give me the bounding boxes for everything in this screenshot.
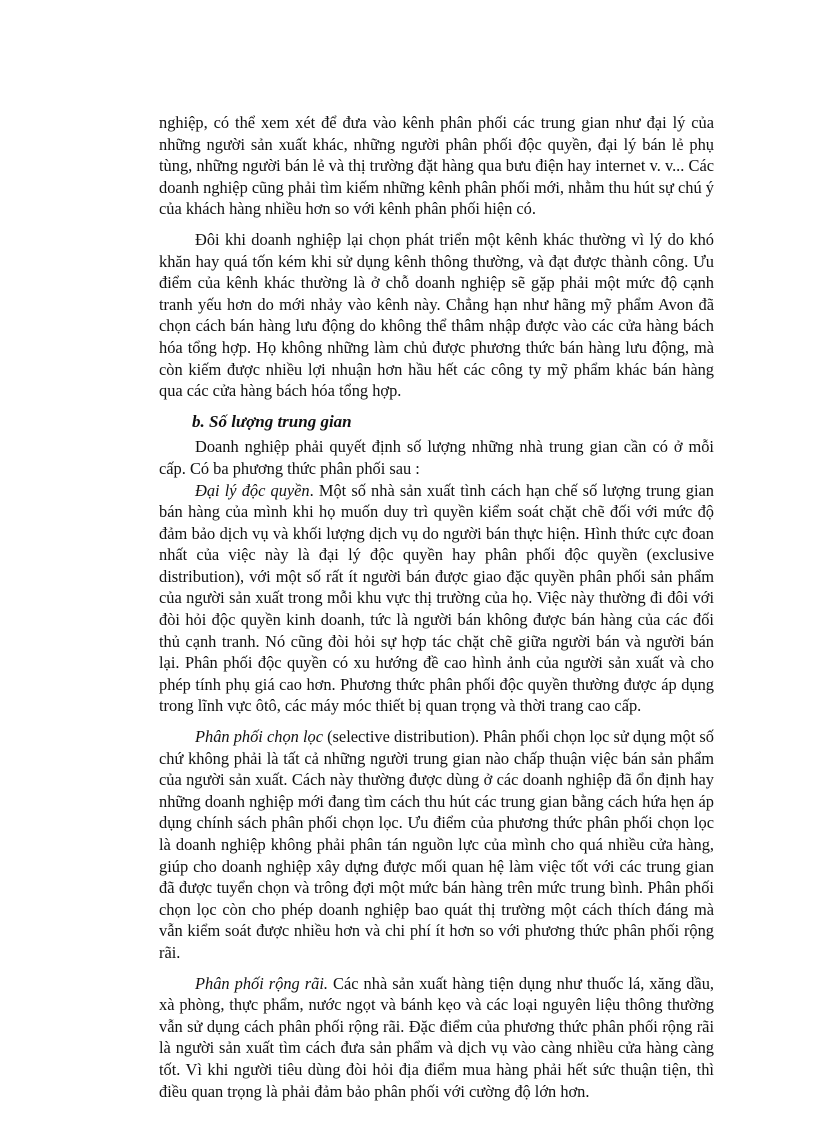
paragraph-2: Đôi khi doanh nghiệp lại chọn phát triển một kênh khác thường vì lý do khó khăn hay quá tốn kém khi sử dụng kênh thông thường, và đạt được thành công. Ưu điểm của kênh khác thường là ở chỗ doanh nghiệp sẽ gặp phải một mức độ cạnh tranh yếu hơn do mới nhảy vào kênh này. Chẳng hạn như hãng mỹ phẩm Avon đã chọn cách bán hàng lưu động do không thể thâm nhập được vào các cửa hàng bách hóa tổng hợp. Họ không những làm chủ được phương thức bán hàng lưu động, mà còn kiếm được nhiều lợi nhuận hơn hầu hết các công ty mỹ phẩm khác bán hàng qua các cửa hàng bách hóa tổng hợp.: [159, 229, 714, 401]
paragraph-5-body: (selective distribution). Phân phối chọn lọc sử dụng một số chứ không phải là tất cả những người trung gian nào chấp thuận việc bán sản phẩm của người sản xuất. Cách này thường được dùng ở các doanh nghiệp đã ổn định hay những doanh nghiệp mới đang tìm cách thu hút các trung gian bằng cách hứa hẹn áp dụng chính sách phân phối chọn lọc. Ưu điểm của phương thức phân phối chọn lọc là doanh nghiệp không phải phân tán nguồn lực của mình cho quá nhiều cửa hàng, giúp cho doanh nghiệp xây dựng được mối quan hệ làm việc tốt với các trung gian đã được tuyển chọn và trông đợi một mức bán hàng trên mức trung bình. Phân phối chọn lọc còn cho phép doanh nghiệp bao quát thị trường một cách thích đáng mà vẫn kiểm soát được nhiều hơn và chi phí ít hơn so với phương thức phân phối rộng rãi.: [159, 727, 714, 962]
paragraph-5-lead: Phân phối chọn lọc: [195, 727, 323, 747]
paragraph-6-body: Các nhà sản xuất hàng tiện dụng như thuốc lá, xăng dầu, xà phòng, thực phẩm, nước ngọt và bánh kẹo và các loại nguyên liệu thông thường vẫn sử dụng cách phân phối rộng rãi. Đặc điểm của phương thức phân phối rộng rãi là người sản xuất tìm cách đưa sản phẩm và dịch vụ vào càng nhiều cửa hàng càng tốt. Vì khi người tiêu dùng đòi hỏi địa điểm mua hàng phải hết sức thuận tiện, thì điều quan trọng là phải đảm bảo phân phối với cường độ lớn hơn.: [159, 973, 714, 1101]
paragraph-6: [159, 973, 714, 1103]
paragraph-6-lead: Phân phối rộng rãi.: [195, 973, 329, 993]
paragraph-4: [159, 480, 714, 718]
document-page: [159, 112, 714, 1102]
paragraph-4-lead: Đại lý độc quyền: [195, 480, 310, 500]
section-heading: b. Số lượng trung gian: [192, 411, 352, 431]
paragraph-5: [159, 726, 714, 964]
paragraph-4-body: . Một số nhà sản xuất tình cách hạn chế số lượng trung gian bán hàng của mình khi họ muốn duy trì quyền kiểm soát chặt chẽ đối với mức độ đảm bảo dịch vụ và khối lượng dịch vụ do người bán thực hiện. Hình thức cực đoan nhất của việc này là đại lý độc quyền hay phân phối độc quyền (exclusive distribution), với một số rất ít người bán được giao đặc quyền phân phối sản phẩm của người sản xuất trong mỗi khu vực thị trường của họ. Việc này thường đi đôi với đòi hỏi độc quyền kinh doanh, tức là người bán không được bán hàng của các đối thủ cạnh tranh. Nó cũng đòi hỏi sự hợp tác chặt chẽ giữa người bán và người bán lại. Phân phối độc quyền có xu hướng đề cao hình ảnh của người sản xuất và cho phép tính phụ giá cao hơn. Phương thức phân phối độc quyền thường được áp dụng trong lĩnh vực ôtô, các máy móc thiết bị quan trọng và thời trang cao cấp.: [159, 480, 714, 716]
paragraph-3: Doanh nghiệp phải quyết định số lượng những nhà trung gian cần có ở mỗi cấp. Có ba phương thức phân phối sau :: [159, 437, 714, 478]
paragraph-1: nghiệp, có thể xem xét để đưa vào kênh phân phối các trung gian như đại lý của những người sản xuất khác, những người phân phối độc quyền, đại lý bán lẻ phụ tùng, những người bán lẻ và thị trường đặt hàng qua bưu điện hay internet v. v... Các doanh nghiệp cũng phải tìm kiếm những kênh phân phối mới, nhằm thu hút sự chú ý của khách hàng nhiều hơn so với kênh phân phối hiện có.: [159, 113, 714, 219]
